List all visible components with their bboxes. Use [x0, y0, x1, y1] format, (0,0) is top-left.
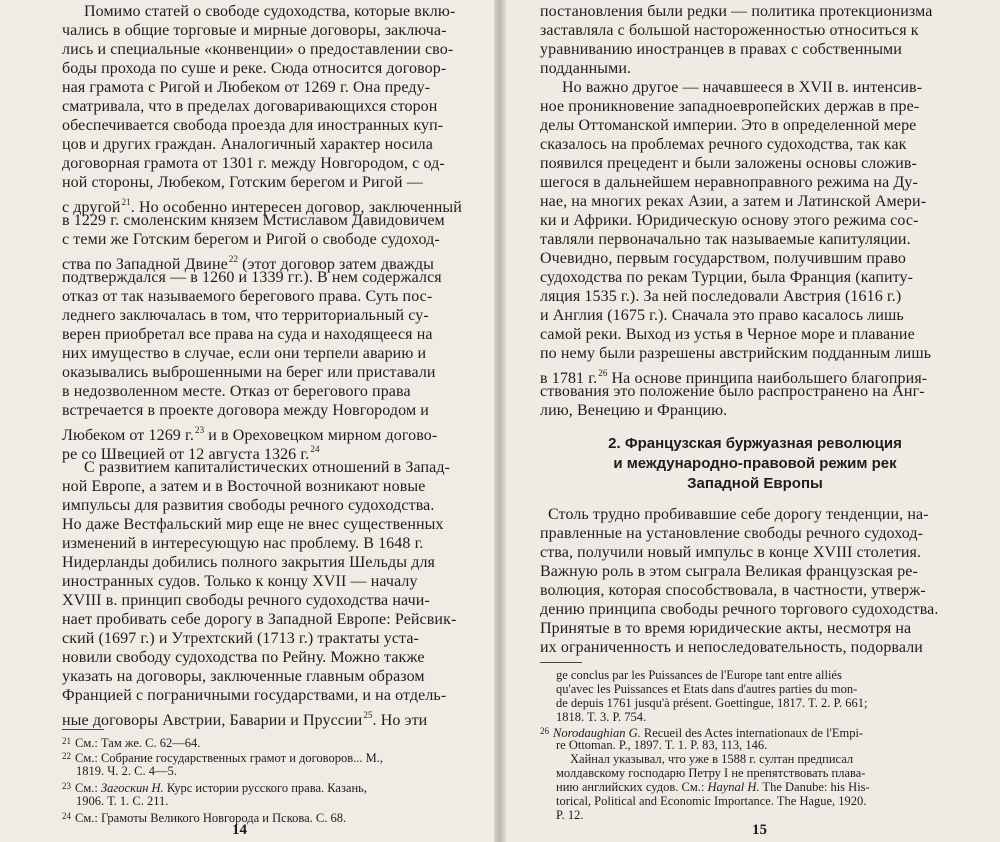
- footnote: [62, 809, 346, 825]
- text-line: судоходства по рекам Турции, была Франция (капиту-: [540, 269, 914, 286]
- text-line: ствования это положение было распространено на Анг-: [540, 383, 925, 400]
- text-line: новили свободу судоходства по Рейну. Можно также: [62, 649, 425, 666]
- footnote-text: de depuis 1761 jusqu'à présent. Goettingue, 1817. T. 2. P. 661;: [556, 696, 868, 710]
- text-line: по нему были разрешены австрийским подданным лишь: [540, 345, 932, 362]
- footnote-number: 21: [62, 736, 71, 746]
- text-line: самой реки. Выход из устья в Черное море и плавание: [540, 326, 915, 343]
- footnote-rule: [540, 662, 582, 663]
- text-line: постановления были редки — политика протекционизма: [540, 3, 933, 20]
- text-line: импульсы для развития свободы речного судоходства.: [62, 497, 435, 514]
- text-line: ский (1697 г.) и Утрехтский (1713 г.) трактаты уста-: [62, 630, 419, 647]
- footnote-text: Хайнал указывал, что уже в 1588 г. султан предписал: [570, 752, 854, 766]
- text-line: С развитием капиталистических отношений в Запад-: [84, 459, 451, 476]
- footnote: [556, 808, 583, 822]
- text-line: ной стороны, Любеком, Готским берегом и Ригой —: [62, 174, 423, 191]
- text-line: заставляла с большой настороженностью относиться к: [540, 22, 919, 39]
- text-line: уравниванию иностранцев в правах с собственными: [540, 41, 902, 58]
- text-line: XVIII в. принцип свободы речного судоходства начи-: [62, 592, 430, 609]
- footnote-text: 1818. T. 3. P. 754.: [556, 710, 647, 724]
- text-line: обеспечивается свобода проезда для иностранных куп-: [62, 117, 444, 134]
- footnote-text: См.:: [75, 781, 101, 795]
- footnote-text: молдавскому господарю Петру I не препятствовать плава-: [556, 766, 866, 780]
- footnote-text: Курс истории русского права. Казань,: [163, 781, 367, 795]
- footnote: [556, 682, 857, 696]
- text-line: Помимо статей о свободе судоходства, которые вклю-: [84, 3, 456, 20]
- footnote-ref: 25: [363, 710, 373, 720]
- text-line: [62, 706, 427, 730]
- footnote-text: ge conclus par les Puissances de l'Europe tant entre alliés: [556, 668, 842, 682]
- text-line: чались в общие торговые и мирные договоры, заключа-: [62, 22, 447, 39]
- text-span: ре со Швецией от 12 августа 1326 г.: [62, 446, 310, 463]
- footnote: [556, 780, 870, 794]
- book-gutter: [494, 0, 506, 842]
- heading-line: 2. Французская буржуазная революция: [608, 435, 902, 452]
- text-line: лись и специальные «конвенции» о предоставлении сво-: [62, 41, 454, 58]
- footnote: [556, 710, 646, 724]
- footnote-author: Norodaughian G.: [553, 726, 641, 740]
- footnote: [556, 668, 842, 682]
- text-line: сказалось на проблемах речного судоходства, так как: [540, 136, 907, 153]
- footnote-text: См.: Грамоты Великого Новгорода и Пскова. С. 68.: [75, 811, 347, 825]
- text-line: них имущество в случае, если они терпели аварию и: [62, 345, 427, 362]
- text-line: ной Европе, а затем и в Восточной возникают новые: [62, 478, 426, 495]
- text-line: шегося в дальнейшем неравноправного режима на Ду-: [540, 174, 918, 191]
- text-line: лию, Венецию и Францию.: [540, 402, 728, 419]
- footnote-number: 23: [62, 781, 71, 791]
- footnote-ref: 21: [121, 197, 131, 207]
- footnote-number: 26: [540, 726, 549, 736]
- footnote-text: Recueil des Actes internationaux de l'Empi-: [640, 726, 864, 740]
- text-line: ки и Африки. Юридическую основу этого режима сос-: [540, 212, 919, 229]
- page-number: 14: [232, 822, 247, 838]
- text-line: изменений в интересующую нас проблему. В 1648 г.: [62, 535, 424, 552]
- footnote: [556, 696, 867, 710]
- text-line: нает пробивать себе дорогу в Западной Европе: Рейсвик-: [62, 611, 457, 628]
- text-line: дению принципа свободы речного торгового судоходства.: [540, 601, 939, 618]
- text-line: тавляли первоначально так называемые капитуляции.: [540, 231, 911, 248]
- text-line: их ограниченность и непоследовательность, подорвали: [540, 639, 923, 656]
- text-span: Любеком от 1269 г.: [62, 427, 194, 444]
- footnote-text: См.: Собрание государственных грамот и договоров... М.,: [75, 751, 384, 765]
- text-span: и в Ореховецком мирном догово-: [204, 427, 438, 444]
- footnote: [556, 738, 767, 752]
- text-line: в недозволенном месте. Отказ от берегового права: [62, 383, 411, 400]
- text-line: верен приобретал все права на суда и находящееся на: [62, 326, 433, 343]
- text-line: Принятые в то время юридические акты, несмотря на: [540, 620, 912, 637]
- text-line: боды прохода по суше и реке. Сюда относится договор-: [62, 60, 447, 77]
- footnote-text: 1819. Ч. 2. С. 4—5.: [76, 764, 177, 778]
- text-span: с другой: [62, 199, 121, 216]
- text-line: правленные на установление свободы речного судоход-: [540, 525, 924, 542]
- text-span: ства по Западной Двине: [62, 256, 228, 273]
- footnote-ref: 24: [310, 444, 320, 454]
- text-line: Столь трудно пробивавшие себе дорогу тенденции, на-: [548, 506, 929, 523]
- text-line: цов и других граждан. Аналогичный характер носила: [62, 136, 433, 153]
- footnote: [62, 749, 383, 765]
- footnote-text: нию английских судов. См.:: [556, 780, 708, 794]
- text-span: (этот договор затем дважды: [238, 256, 435, 273]
- footnote: [556, 766, 865, 780]
- footnote-text: torical, Political and Economic Importance. The Hague, 1920.: [556, 794, 867, 808]
- text-line: Францией с пограничными государствами, и на отдель-: [62, 687, 447, 704]
- footnote-text: re Ottoman. P., 1897. T. 1. P. 83, 113, 146.: [556, 738, 768, 752]
- text-span: . Но особенно интересен договор, заключенный: [130, 199, 462, 216]
- heading-line: и международно-правовой режим рек: [613, 455, 897, 472]
- text-line: встречается в проекте договора между Новгородом и: [62, 402, 429, 419]
- text-line: ства, получили новый импульс в конце XVIII столетия.: [540, 544, 922, 561]
- text-line: Важную роль в этом сыграла Великая французская ре-: [540, 563, 918, 580]
- page-number: 15: [752, 822, 767, 838]
- footnote-ref: 26: [598, 368, 608, 378]
- text-line: делы Оттоманской империи. Это в определенной мере: [540, 117, 917, 134]
- text-line: иностранных судов. Только к концу XVII — началу: [62, 573, 418, 590]
- footnote-number: 22: [62, 751, 71, 761]
- footnote-text: 1906. Т. 1. С. 211.: [76, 794, 169, 808]
- text-span: . Но эти: [372, 712, 428, 729]
- text-line: с теми же Готским берегом и Ригой о свободе судоход-: [62, 231, 440, 248]
- text-line: ная грамота с Ригой и Любеком от 1269 г. Она преду-: [62, 79, 431, 96]
- footnote: [556, 794, 866, 808]
- text-line: Нидерланды добились полного закрытия Шельды для: [62, 554, 435, 571]
- footnote: [62, 779, 367, 795]
- footnote-text: The Danube: his His-: [759, 780, 870, 794]
- footnote-text: P. 12.: [556, 808, 584, 822]
- footnote: [76, 794, 168, 808]
- text-span: в 1781 г.: [540, 370, 598, 387]
- footnote-author: Загоскин Н.: [100, 781, 164, 795]
- footnote-author: Haynal H.: [707, 780, 760, 794]
- text-line: в 1229 г. смоленским князем Мстиславом Давидовичем: [62, 212, 445, 229]
- text-line: Очевидно, первым государством, получившим право: [540, 250, 906, 267]
- footnote: [62, 734, 200, 750]
- text-span: На основе принципа наибольшего благоприя-: [607, 370, 928, 387]
- text-line: подтверждался — в 1260 и 1339 гг.). В нем содержался: [62, 269, 442, 286]
- footnote-ref: 22: [228, 254, 239, 264]
- footnote-number: 24: [62, 811, 71, 821]
- text-line: волюция, которая способствовала, в частности, утверж-: [540, 582, 926, 599]
- text-line: леднего заключалась в том, что территориальный су-: [62, 307, 429, 324]
- footnote-text: См.: Там же. С. 62—64.: [75, 736, 201, 750]
- footnote-rule: [62, 729, 104, 730]
- text-line: ное проникновение западноевропейских держав в пре-: [540, 98, 920, 115]
- text-span: ные договоры Австрии, Баварии и Пруссии: [62, 712, 363, 729]
- text-line: сматривала, что в пределах договаривающихся сторон: [62, 98, 438, 115]
- text-line: подданными.: [540, 60, 632, 77]
- text-line: нае, на многих реках Азии, а затем и Латинской Амери-: [540, 193, 927, 210]
- text-line: появился прецедент и были заложены основы сложив-: [540, 155, 917, 172]
- text-line: Но важно другое — начавшееся в XVII в. интенсив-: [562, 79, 923, 96]
- text-line: указать на договоры, заключенные главным образом: [62, 668, 425, 685]
- heading-line: Западной Европы: [687, 475, 823, 492]
- text-line: оказывались выброшенными на берег или приставали: [62, 364, 436, 381]
- text-line: отказ от так называемого берегового права. Суть пос-: [62, 288, 433, 305]
- footnote-text: qu'avec les Puissances et Etats dans d'autres parties du mon-: [556, 682, 858, 696]
- text-line: и Англия (1675 г.). Сначала это право касалось лишь: [540, 307, 904, 324]
- text-line: Но даже Вестфальский мир еще не внес существенных: [62, 516, 444, 533]
- footnote-ref: 23: [194, 425, 205, 435]
- footnote: [570, 752, 853, 766]
- text-line: ляция 1535 г.). За ней последовали Австрия (1616 г.): [540, 288, 902, 305]
- text-line: договорная грамота от 1301 г. между Новгородом, с од-: [62, 155, 445, 172]
- footnote: [76, 764, 177, 778]
